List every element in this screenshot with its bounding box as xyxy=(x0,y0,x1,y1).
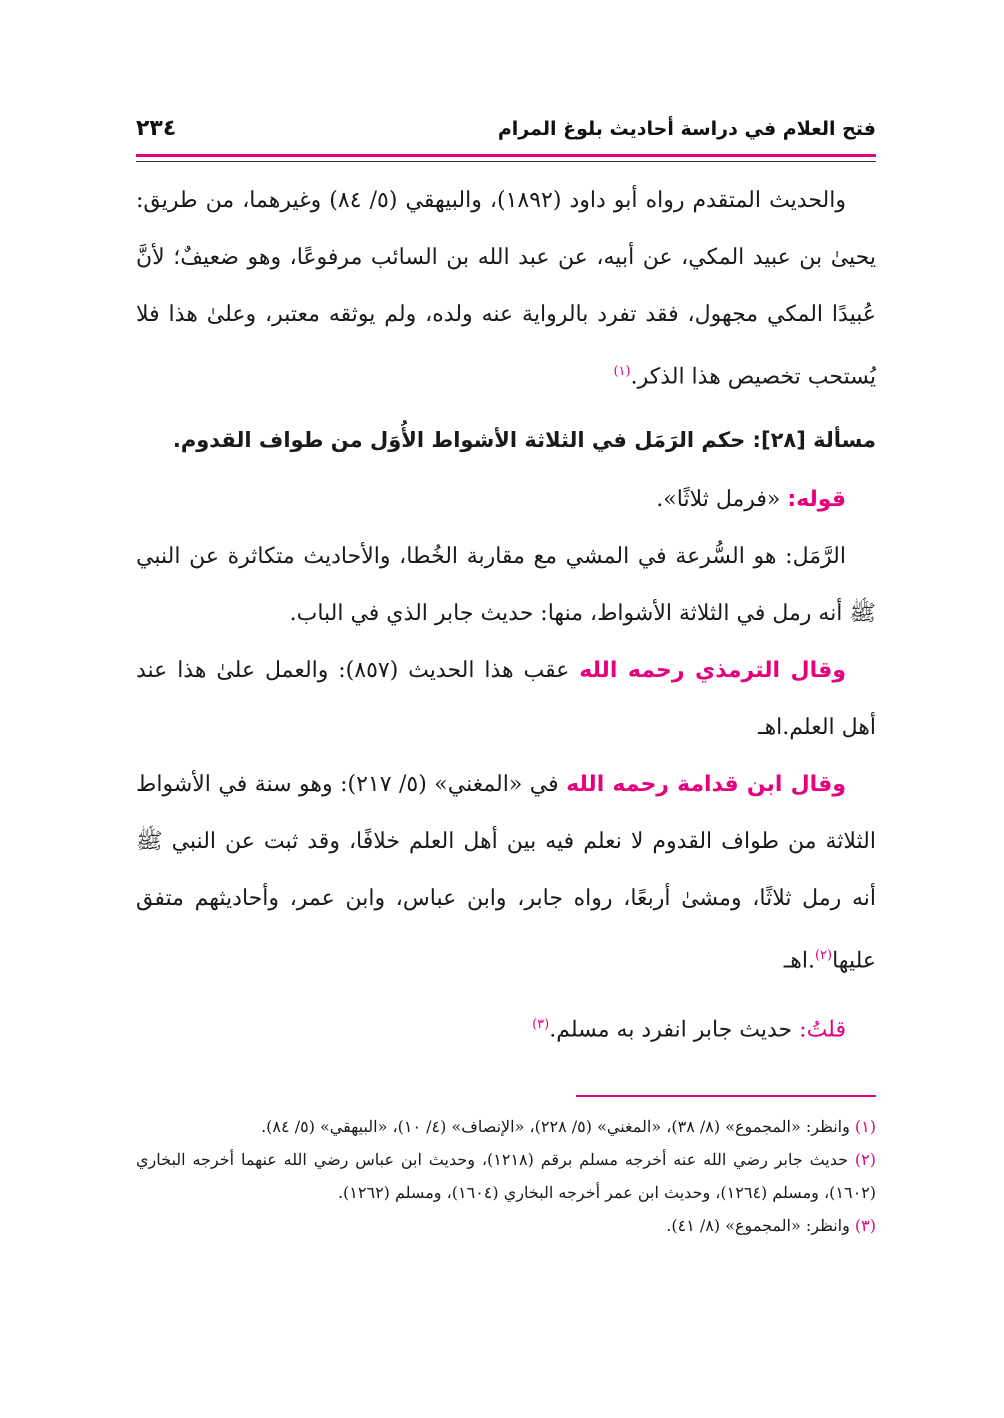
footnote-2: (٢) حديث جابر رضي الله عنه أخرجه مسلم برقم (١٢١٨)، وحديث ابن عباس رضي الله عنهما أخرجه البخاري (١٦٠٢)، ومسلم (١٢٦٤)، وحديث ابن عمر أخرجه البخاري (١٦٠٤)، ومسلم (١٢٦٢). xyxy=(136,1150,876,1202)
book-title: فتح العلام في دراسة أحاديث بلوغ المرام xyxy=(497,118,876,140)
footnote-ref-1[interactable]: (١) xyxy=(613,364,631,379)
section-heading: مسألة [٢٨]: حكم الرَمَل في الثلاثة الأشواط الأُوَل من طواف القدوم. xyxy=(172,428,876,453)
footnote-ref-3[interactable]: (٣) xyxy=(532,1016,550,1032)
footnote-3: (٣) وانظر: «المجموع» (٨/ ٤١). xyxy=(666,1216,876,1235)
tirmidhi-label: وقال الترمذي رحمه الله xyxy=(579,658,846,684)
paragraph-qultu: قلتُ: حديث جابر انفرد به مسلم.$^{(٣)}$ xyxy=(532,1016,846,1042)
header-rule-thin xyxy=(136,161,876,162)
paragraph-tirmidhi: وقال الترمذي رحمه الله عقب هذا الحديث (٨٥٧): والعمل علىٰ هذا عند أهل العلم.اهـ xyxy=(136,658,876,741)
footnote-ref-2[interactable]: (٢) xyxy=(814,948,833,964)
paragraph-ramal: الرَّمَل: هو السُّرعة في المشي مع مقاربة الخُطا، والأحاديث متكاثرة عن النبي ﷺ أنه رمل في الثلاثة الأشواط، منها: حديث جابر الذي في الباب. xyxy=(136,544,876,627)
qawluh-label: قوله: xyxy=(787,487,846,513)
header-rule xyxy=(136,154,876,157)
footnote-1: (١) وانظر: «المجموع» (٨/ ٣٨)، «المغني» (٥/ ٢٢٨)، «الإنصاف» (٤/ ١٠)، «البيهقي» (٥/ ٨٤). xyxy=(261,1117,876,1136)
paragraph-ibn-qudama: وقال ابن قدامة رحمه الله في «المغني» (٥/ ٢١٧): وهو سنة في الأشواط الثلاثة من طواف القدوم لا نعلم فيه بين أهل العلم خلافًا، وقد ثبت عن النبي ﷺ أنه رمل ثلاثًا، ومشىٰ أربعًا، رواه جابر، وابن عباس، وابن عمر، وأحاديثهم متفق عليها$^{(٢)}$.اهـ xyxy=(136,772,876,974)
running-header xyxy=(136,110,876,154)
qawluh-line xyxy=(136,471,876,528)
qultu-label: قلتُ: xyxy=(799,1016,846,1042)
ibn-qudama-label: وقال ابن قدامة رحمه الله xyxy=(566,772,846,798)
page xyxy=(136,110,876,1235)
footnotes xyxy=(136,1110,876,1242)
main-text xyxy=(136,172,876,1058)
footnote-separator xyxy=(576,1095,876,1097)
page-number: ٢٣٤ xyxy=(136,116,177,141)
paragraph-1: والحديث المتقدم رواه أبو داود (١٨٩٢)، والبيهقي (٥/ ٨٤) وغيرهما، من طريق: يحيىٰ بن عبيد المكي، عن أبيه، عن عبد الله بن السائب مرفوعًا، وهو ضعيفٌ؛ لأنَّ عُبيدًا المكي مجهول، فقد تفرد بالرواية عنه ولده، ولم يوثقه معتبر، وعلىٰ هذا فلا يُستحب تخصيص هذا الذكر.$^{(١)}$ xyxy=(136,188,876,390)
qawluh-text: «فرمل ثلاثًا». xyxy=(656,487,781,513)
